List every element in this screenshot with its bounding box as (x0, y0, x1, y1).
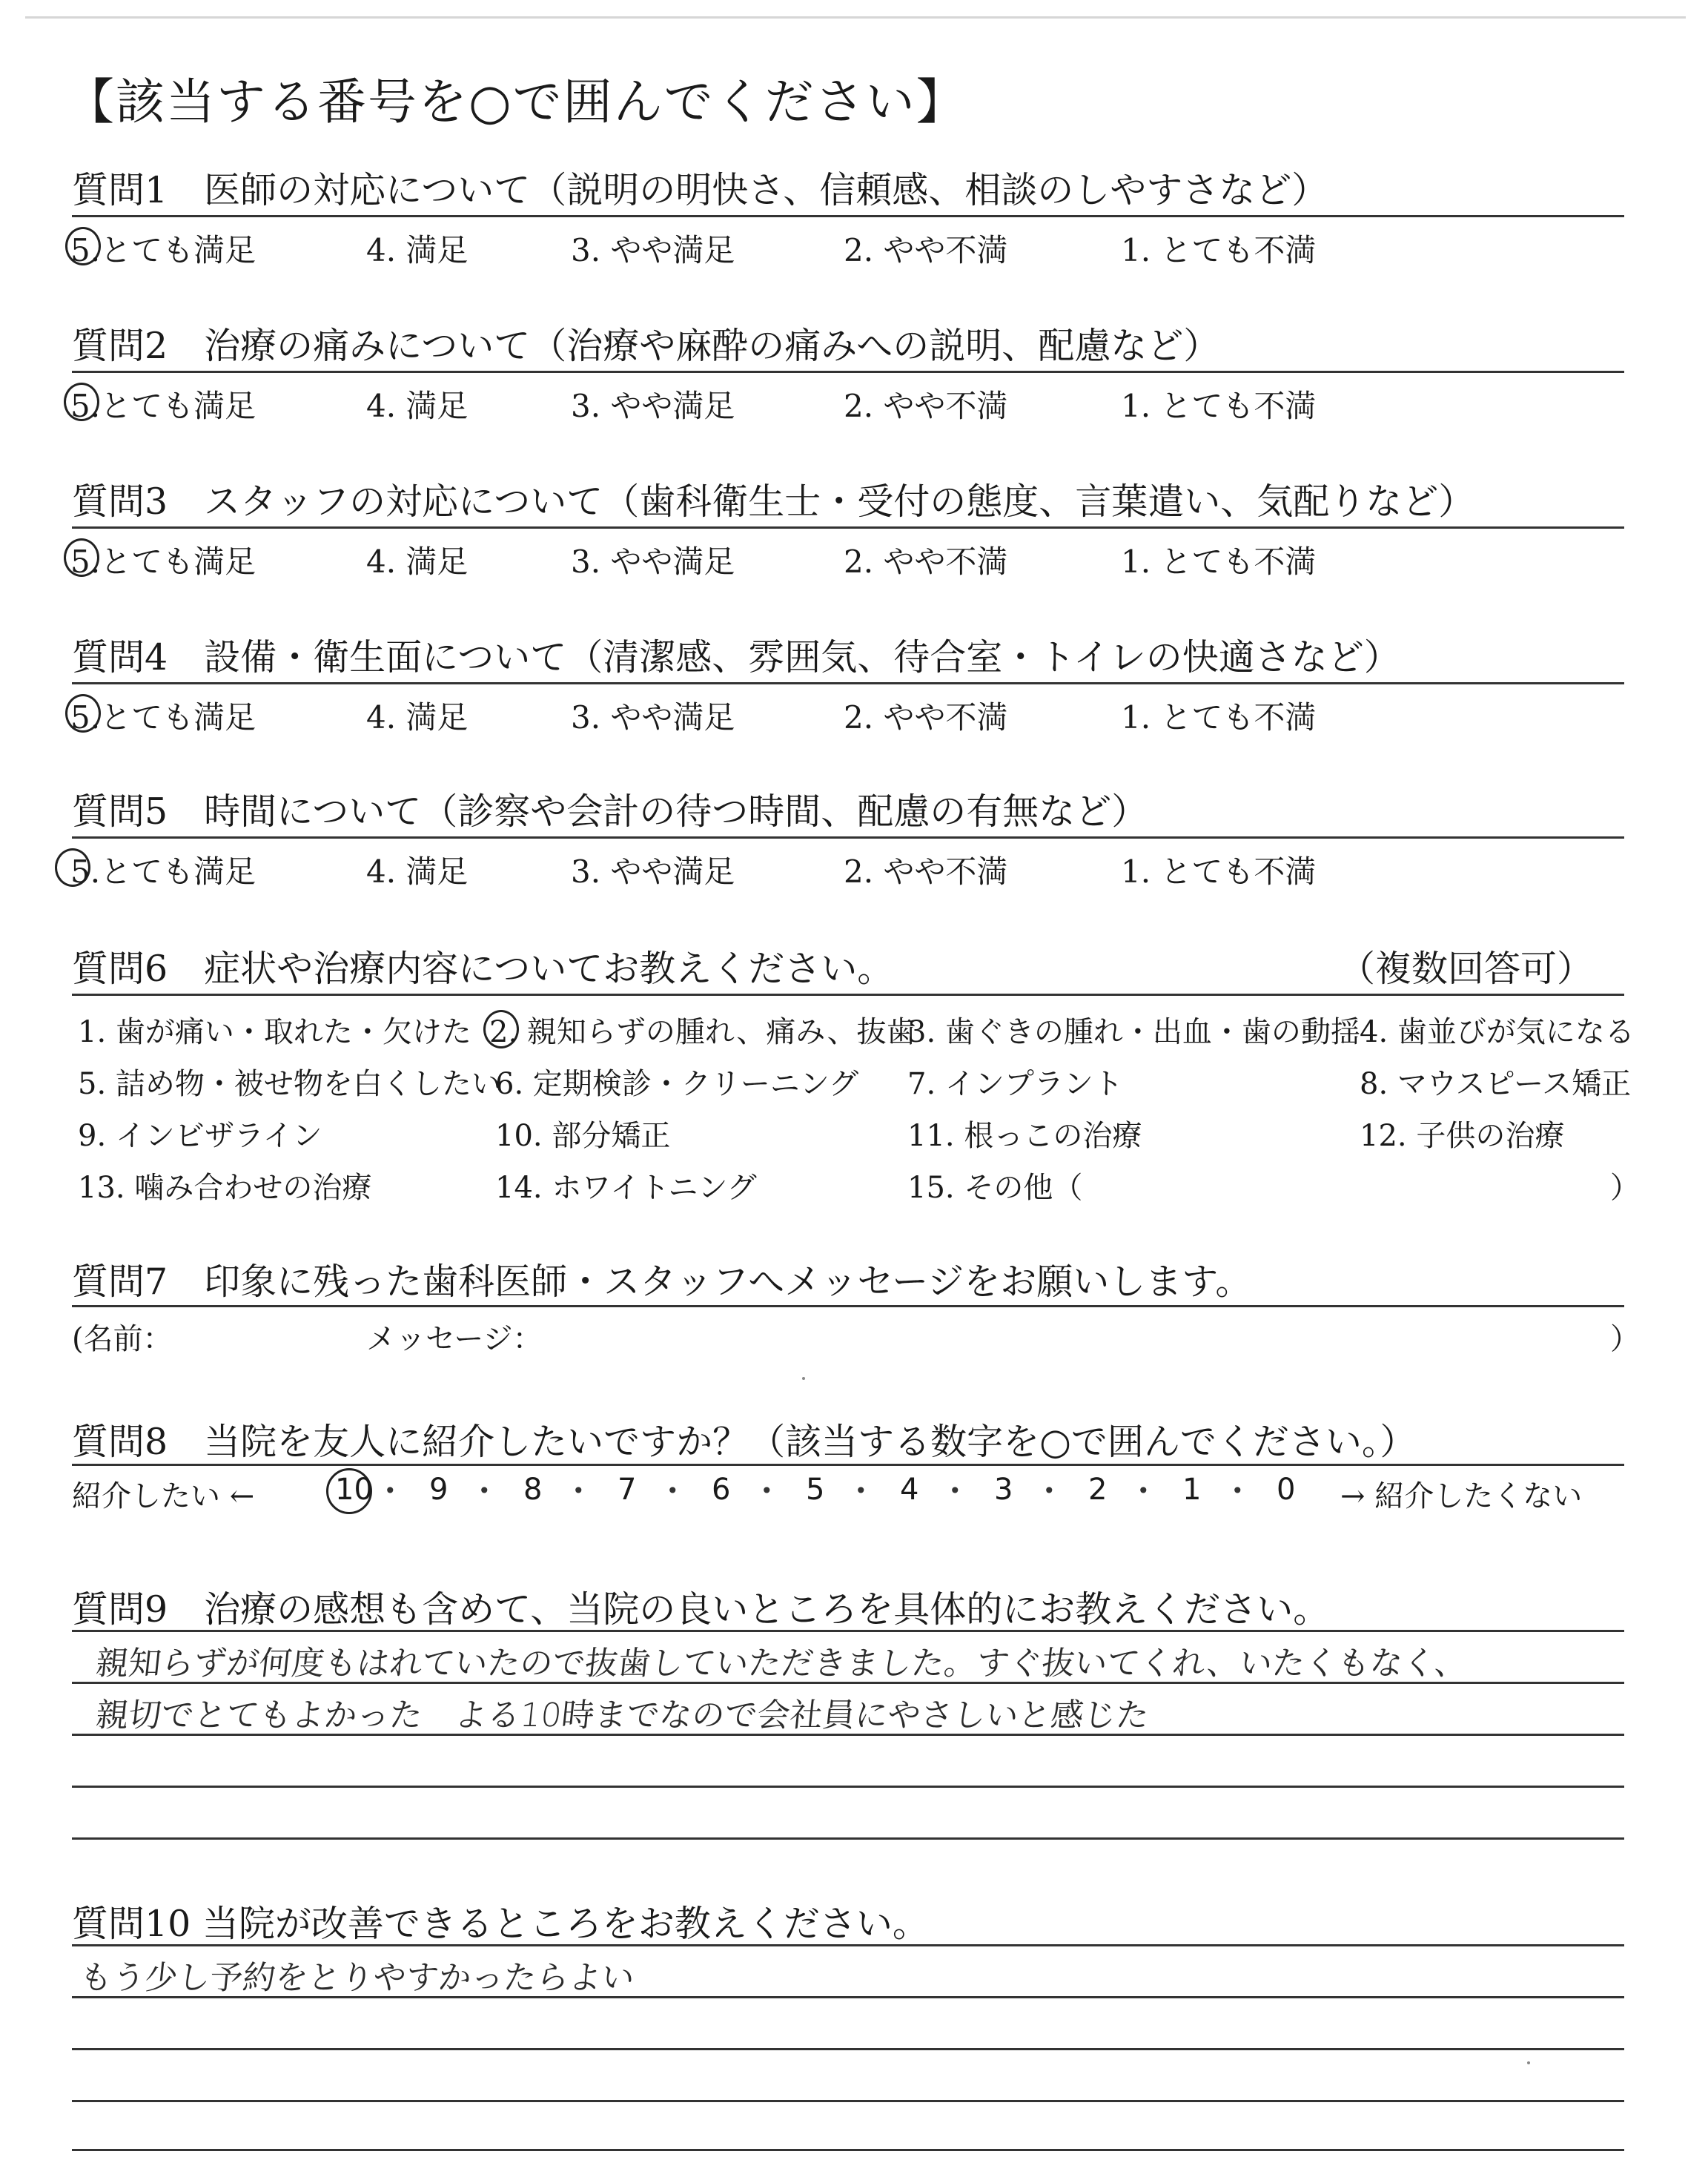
q8-scale-9[interactable]: 9 (429, 1473, 448, 1507)
q7-name-label: (名前： (72, 1322, 173, 1356)
q9-line-3 (72, 1734, 1624, 1736)
q8-scale-4[interactable]: 4 (900, 1473, 919, 1507)
q4-option-4[interactable]: 4. 満足 (366, 699, 469, 736)
q2-option-3[interactable]: 3. やや満足 (571, 388, 735, 424)
q8-scale-8[interactable]: 8 (523, 1473, 543, 1507)
q9-line-5 (72, 1837, 1624, 1840)
q10-line-2 (72, 1996, 1624, 1998)
q1-rule (72, 215, 1624, 217)
q2-rule (72, 371, 1624, 373)
q4-option-5[interactable]: 5.とても満足 (70, 699, 256, 736)
q6-option-10[interactable]: 10. 部分矯正 (495, 1119, 671, 1153)
q10-line-3 (72, 2048, 1624, 2050)
q3-option-4[interactable]: 4. 満足 (366, 544, 469, 580)
q6-rule (72, 994, 1624, 996)
q10-line-4 (72, 2100, 1624, 2102)
q8-scale-3[interactable]: 3 (994, 1473, 1013, 1507)
q10-line-5 (72, 2149, 1624, 2151)
q6-option-15[interactable]: 15. その他（ (907, 1171, 1083, 1205)
q3-title: 質問3 スタッフの対応について（歯科衛生士・受付の態度、言葉遣い、気配りなど） (72, 480, 1475, 523)
q9-line-4 (72, 1786, 1624, 1788)
q3-option-3[interactable]: 3. やや満足 (571, 544, 735, 580)
q4-option-1[interactable]: 1. とても不満 (1121, 699, 1317, 736)
q8-left-label: 紹介したい ← (72, 1479, 255, 1513)
q8-separator-dot: • (1137, 1479, 1150, 1503)
q9-handwriting-1: 親知らずが何度もはれていたので抜歯していただきました。すぐ抜いてくれ、いたくもなく、 (93, 1645, 1469, 1682)
q2-option-1[interactable]: 1. とても不満 (1121, 388, 1317, 424)
q6-option-11[interactable]: 11. 根っこの治療 (907, 1119, 1142, 1153)
q3-option-1[interactable]: 1. とても不満 (1121, 544, 1317, 580)
q2-option-2[interactable]: 2. やや不満 (844, 388, 1008, 424)
q10-handwriting-1: もう少し予約をとりやすかったらよい (77, 1959, 637, 1997)
q7-title: 質問7 印象に残った歯科医師・スタッフへメッセージをお願いします。 (72, 1261, 1252, 1303)
q2-option-4[interactable]: 4. 満足 (366, 388, 469, 424)
q8-separator-dot: • (666, 1479, 679, 1503)
q5-option-5[interactable]: 5.とても満足 (70, 853, 256, 890)
q5-option-3[interactable]: 3. やや満足 (571, 853, 735, 890)
q8-scale-10[interactable]: 10 (335, 1473, 373, 1507)
q6-option-12[interactable]: 12. 子供の治療 (1360, 1119, 1565, 1153)
q6-option-13[interactable]: 13. 噛み合わせの治療 (78, 1171, 372, 1205)
q8-separator-dot: • (949, 1479, 961, 1503)
q5-option-2[interactable]: 2. やや不満 (844, 853, 1008, 890)
q8-right-label: → 紹介したくない (1340, 1479, 1583, 1513)
q6-option-3[interactable]: 3. 歯ぐきの腫れ・出血・歯の動揺 (907, 1015, 1360, 1049)
q6-multiple-note: （複数回答可） (1338, 948, 1593, 990)
q3-option-2[interactable]: 2. やや不満 (844, 544, 1008, 580)
q1-option-3[interactable]: 3. やや満足 (571, 232, 735, 268)
q6-option-7[interactable]: 7. インプラント (907, 1067, 1123, 1101)
scan-speck (1527, 2061, 1530, 2064)
q9-line-1 (72, 1630, 1624, 1632)
q6-option-5[interactable]: 5. 詰め物・被せ物を白くしたい (78, 1067, 501, 1101)
q8-separator-dot: • (1231, 1479, 1244, 1503)
q6-title: 質問6 症状や治療内容についてお教えください。 (72, 948, 894, 990)
q8-separator-dot: • (478, 1479, 491, 1503)
q1-option-2[interactable]: 2. やや不満 (844, 232, 1008, 268)
q1-option-1[interactable]: 1. とても不満 (1121, 232, 1317, 268)
q6-other-close: ） (1610, 1171, 1640, 1205)
q5-option-1[interactable]: 1. とても不満 (1121, 853, 1317, 890)
q2-option-5[interactable]: 5.とても満足 (70, 388, 256, 424)
q6-option-2[interactable]: 2. 親知らずの腫れ、痛み、抜歯 (489, 1015, 916, 1049)
q9-title: 質問9 治療の感想も含めて、当院の良いところを具体的にお教えください。 (72, 1588, 1330, 1631)
q1-title: 質問1 医師の対応について（説明の明快さ、信頼感、相談のしやすさなど） (72, 169, 1328, 211)
page-heading: 【該当する番号を○で囲んでください】 (65, 73, 967, 131)
q8-title: 質問8 当院を友人に紹介したいですか？（該当する数字を○で囲んでください。） (72, 1421, 1417, 1463)
q6-option-4[interactable]: 4. 歯並びが気になる (1360, 1015, 1635, 1049)
q6-option-8[interactable]: 8. マウスピース矯正 (1360, 1067, 1632, 1101)
q9-line-2 (72, 1682, 1624, 1684)
q8-separator-dot: • (761, 1479, 773, 1503)
q8-separator-dot: • (384, 1479, 397, 1503)
q7-close: ） (1610, 1322, 1640, 1356)
q7-message-label: メッセージ： (366, 1322, 543, 1356)
q8-separator-dot: • (572, 1479, 585, 1503)
q3-option-5[interactable]: 5.とても満足 (70, 544, 256, 580)
q8-scale-7[interactable]: 7 (618, 1473, 637, 1507)
q4-title: 質問4 設備・衛生面について（清潔感、雰囲気、待合室・トイレの快適さなど） (72, 636, 1400, 678)
q8-scale-6[interactable]: 6 (712, 1473, 731, 1507)
q8-separator-dot: • (855, 1479, 867, 1503)
q4-option-2[interactable]: 2. やや不満 (844, 699, 1008, 736)
q6-option-1[interactable]: 1. 歯が痛い・取れた・欠けた (78, 1015, 471, 1049)
q3-rule (72, 526, 1624, 529)
q8-scale-0[interactable]: 0 (1277, 1473, 1296, 1507)
q8-scale-2[interactable]: 2 (1088, 1473, 1108, 1507)
q8-scale-1[interactable]: 1 (1182, 1473, 1202, 1507)
q6-option-6[interactable]: 6. 定期検診・クリーニング (495, 1067, 859, 1101)
scan-speck (802, 1377, 805, 1380)
q6-option-14[interactable]: 14. ホワイトニング (495, 1171, 757, 1205)
q8-scale-5[interactable]: 5 (806, 1473, 825, 1507)
q8-rule (72, 1464, 1624, 1466)
q6-option-9[interactable]: 9. インビザライン (78, 1119, 322, 1153)
q10-title: 質問10 当院が改善できるところをお教えください。 (72, 1903, 929, 1945)
q1-option-5[interactable]: 5.とても満足 (70, 232, 256, 268)
q4-option-3[interactable]: 3. やや満足 (571, 699, 735, 736)
q5-rule (72, 836, 1624, 839)
q5-title: 質問5 時間について（診察や会計の待つ時間、配慮の有無など） (72, 790, 1148, 833)
q9-handwriting-2: 親切でとてもよかった よる10時までなので会社員にやさしいと感じた (93, 1697, 1151, 1734)
q2-title: 質問2 治療の痛みについて（治療や麻酔の痛みへの説明、配慮など） (72, 325, 1220, 367)
q5-option-4[interactable]: 4. 満足 (366, 853, 469, 890)
q10-line-1 (72, 1944, 1624, 1946)
q8-separator-dot: • (1043, 1479, 1056, 1503)
q7-rule (72, 1305, 1624, 1307)
q4-rule (72, 682, 1624, 684)
top-border (25, 16, 1686, 19)
q1-option-4[interactable]: 4. 満足 (366, 232, 469, 268)
